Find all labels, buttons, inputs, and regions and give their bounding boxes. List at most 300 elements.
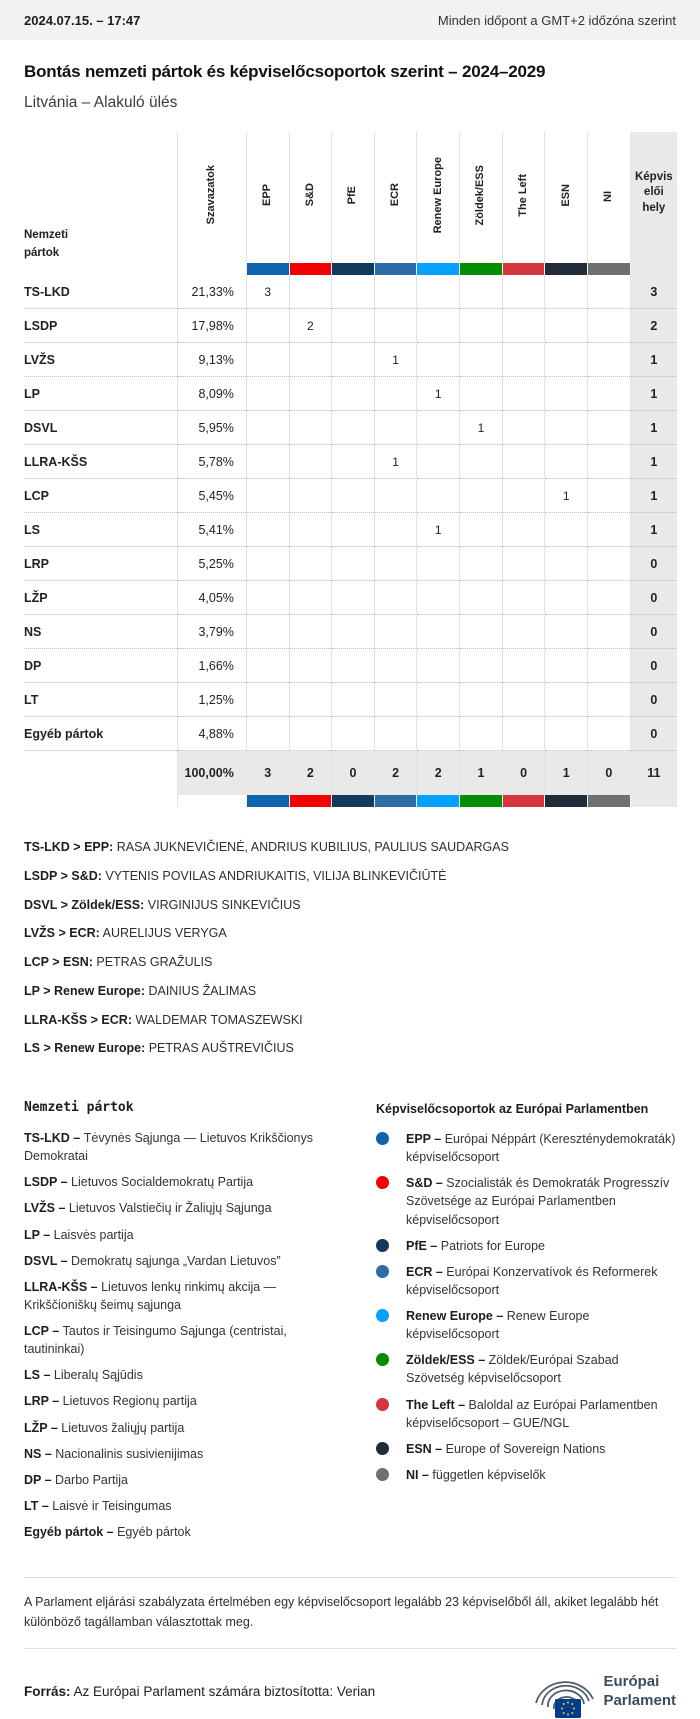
table-row xyxy=(24,683,677,717)
party-cell: LCP xyxy=(24,479,177,513)
seat-count-cell xyxy=(588,615,631,649)
seat-count-cell: 1 xyxy=(374,445,417,479)
mep-assignment-line xyxy=(24,956,676,970)
seat-count-cell xyxy=(588,445,631,479)
party-abbr: LSDP – xyxy=(24,1175,72,1190)
footer xyxy=(24,1663,676,1719)
table-row xyxy=(24,547,677,581)
seat-count-cell xyxy=(289,275,332,309)
party-name: Darbo Partija xyxy=(55,1472,128,1487)
seat-count-cell xyxy=(332,275,375,309)
party-legend-item xyxy=(24,1392,340,1410)
column-header-text: ESN xyxy=(559,183,572,207)
timezone-note: Minden időpont a GMT+2 időzóna szerint xyxy=(437,12,676,28)
group-color-swatch xyxy=(460,263,503,275)
party-legend-heading: Nemzeti pártok xyxy=(24,1100,134,1115)
column-header-text: The Left xyxy=(517,173,530,217)
table-row xyxy=(24,411,677,445)
assignment-names: DAINIUS ŽALIMAS xyxy=(144,983,257,998)
strip-spacer xyxy=(24,263,177,275)
seat-count-cell xyxy=(246,445,289,479)
group-name: Európai Konzervatívok és Reformerek képviselőcsoport xyxy=(406,1264,658,1297)
seat-count-cell xyxy=(417,547,460,581)
seat-count-cell: 1 xyxy=(374,343,417,377)
mep-assignments xyxy=(24,841,676,1056)
group-color-strip-row xyxy=(24,795,677,807)
party-name: Egyéb pártok xyxy=(117,1525,191,1539)
seat-count-cell xyxy=(289,547,332,581)
seat-count-cell xyxy=(246,547,289,581)
party-abbr: LRP – xyxy=(24,1394,63,1409)
strip-spacer xyxy=(177,263,246,275)
seat-count-cell xyxy=(502,717,545,751)
seat-count-cell xyxy=(545,547,588,581)
seat-count-cell xyxy=(460,717,503,751)
group-color-swatch xyxy=(417,263,460,275)
group-legend-item xyxy=(376,1130,676,1166)
party-name: Laisvė ir Teisingumas xyxy=(52,1498,172,1513)
seat-total-cell: 1 xyxy=(630,479,677,513)
party-abbr: LT – xyxy=(24,1498,53,1513)
seat-count-cell: 1 xyxy=(460,411,503,445)
group-color-dot xyxy=(376,1176,389,1189)
group-abbr: The Left – xyxy=(406,1397,469,1412)
seat-count-cell xyxy=(332,479,375,513)
group-name: Europe of Sovereign Nations xyxy=(445,1441,606,1456)
group-name: Patriots for Europe xyxy=(440,1238,545,1253)
seat-count-cell xyxy=(460,309,503,343)
group-color-swatch xyxy=(588,795,631,807)
table-row xyxy=(24,275,677,309)
group-color-dot xyxy=(376,1309,389,1322)
seat-count-cell xyxy=(460,513,503,547)
party-legend-item xyxy=(24,1278,340,1314)
party-legend-item xyxy=(24,1471,340,1489)
party-abbr: Egyéb pártok – xyxy=(24,1525,118,1539)
seat-count-cell xyxy=(289,445,332,479)
table-total-row xyxy=(24,751,677,796)
table-row xyxy=(24,615,677,649)
table-row xyxy=(24,343,677,377)
total-party-cell xyxy=(24,751,177,796)
votes-cell: 4,88% xyxy=(177,717,246,751)
party-abbr: DP – xyxy=(24,1472,56,1487)
seat-count-cell xyxy=(502,547,545,581)
column-header-szavazatok xyxy=(177,132,246,263)
party-cell: LSDP xyxy=(24,309,177,343)
assignment-label: LLRA-KŠS > ECR: xyxy=(24,1012,132,1027)
column-header-pfe xyxy=(332,132,375,263)
seat-count-cell xyxy=(332,683,375,717)
column-header-s-d xyxy=(289,132,332,263)
seat-count-cell xyxy=(332,717,375,751)
logo-line1: Európai xyxy=(603,1672,660,1690)
seat-total-cell: 1 xyxy=(630,445,677,479)
seat-count-cell xyxy=(545,343,588,377)
seat-count-cell xyxy=(246,717,289,751)
seat-count-cell xyxy=(460,581,503,615)
seat-total-cell: 0 xyxy=(630,683,677,717)
source-line xyxy=(24,1684,375,1699)
party-cell: LS xyxy=(24,513,177,547)
seat-count-cell xyxy=(289,479,332,513)
party-name: Liberalų Sąjūdis xyxy=(53,1368,143,1383)
total-seat-count-cell: 3 xyxy=(246,751,289,796)
seat-total-cell: 1 xyxy=(630,513,677,547)
mep-assignment-line xyxy=(24,899,676,913)
seat-count-cell xyxy=(460,275,503,309)
group-color-dot xyxy=(376,1265,389,1278)
seat-count-cell xyxy=(545,615,588,649)
party-abbr: LS – xyxy=(24,1368,54,1383)
seat-count-cell xyxy=(588,343,631,377)
total-seat-count-cell: 2 xyxy=(417,751,460,796)
party-cell: Egyéb pártok xyxy=(24,717,177,751)
assignment-names: WALDEMAR TOMASZEWSKI xyxy=(132,1012,303,1027)
votes-cell: 4,05% xyxy=(177,581,246,615)
group-color-swatch xyxy=(502,263,545,275)
seat-count-cell xyxy=(545,309,588,343)
seat-count-cell xyxy=(417,411,460,445)
party-legend-item xyxy=(24,1226,340,1244)
group-color-swatch xyxy=(289,795,332,807)
group-color-swatch xyxy=(545,795,588,807)
group-color-swatch xyxy=(417,795,460,807)
seats-by-party-and-group-table xyxy=(24,132,677,807)
total-seat-count-cell: 1 xyxy=(545,751,588,796)
seat-count-cell xyxy=(545,683,588,717)
assignment-names: VIRGINIJUS SINKEVIČIUS xyxy=(144,897,301,912)
party-name: Tėvynės Sąjunga — Lietuvos Krikščionys Demokratai xyxy=(24,1131,314,1164)
party-abbr: LCP – xyxy=(24,1324,63,1338)
seat-count-cell xyxy=(246,479,289,513)
seat-total-cell: 0 xyxy=(630,547,677,581)
votes-cell: 5,95% xyxy=(177,411,246,445)
seat-count-cell xyxy=(332,377,375,411)
total-seat-count-cell: 2 xyxy=(374,751,417,796)
seat-count-cell xyxy=(246,649,289,683)
assignment-names: RASA JUKNEVIČIENĖ, ANDRIUS KUBILIUS, PAULIUS SAUDARGAS xyxy=(113,840,509,854)
seat-count-cell: 1 xyxy=(417,377,460,411)
party-name: Lietuvos lenkų rinkimų akcija — Krikščioniškų šeimų sąjunga xyxy=(24,1279,277,1312)
group-legend-heading: Képviselőcsoportok az Európai Parlamentben xyxy=(376,1102,649,1116)
seat-total-cell: 1 xyxy=(630,411,677,445)
party-legend-item xyxy=(24,1523,340,1541)
seat-count-cell xyxy=(502,309,545,343)
group-color-swatch xyxy=(460,795,503,807)
party-name: Lietuvos Regionų partija xyxy=(62,1394,197,1409)
seat-count-cell xyxy=(246,309,289,343)
seat-count-cell xyxy=(545,377,588,411)
votes-cell: 5,78% xyxy=(177,445,246,479)
party-legend-item xyxy=(24,1252,340,1270)
votes-cell: 5,25% xyxy=(177,547,246,581)
table-header-row xyxy=(24,132,677,263)
seat-count-cell xyxy=(332,615,375,649)
group-color-dot xyxy=(376,1468,389,1481)
party-abbr: NS – xyxy=(24,1446,56,1461)
seat-count-cell xyxy=(588,377,631,411)
row-header-text: Nemzeti pártok xyxy=(24,229,69,260)
legends xyxy=(24,1100,676,1549)
seat-count-cell xyxy=(374,547,417,581)
datetime: 2024.07.15. – 17:47 xyxy=(24,12,141,28)
footnote: A Parlament eljárási szabályzata értelmében egy képviselőcsoport legalább 23 képviselőből áll, akiket legalább hét különböző tagállamban választottak meg. xyxy=(24,1595,659,1630)
seat-count-cell xyxy=(332,547,375,581)
party-cell: LT xyxy=(24,683,177,717)
group-color-swatch xyxy=(332,795,375,807)
group-color-swatch xyxy=(246,795,289,807)
group-color-swatch xyxy=(246,263,289,275)
group-legend-item xyxy=(376,1237,676,1255)
seat-count-cell xyxy=(332,343,375,377)
column-header-seats: Képviselői hely xyxy=(630,132,677,263)
table-row xyxy=(24,309,677,343)
seat-count-cell xyxy=(502,275,545,309)
group-color-dot xyxy=(376,1239,389,1252)
seat-count-cell xyxy=(246,513,289,547)
seat-count-cell xyxy=(588,479,631,513)
votes-cell: 21,33% xyxy=(177,275,246,309)
seat-count-cell xyxy=(246,411,289,445)
seat-count-cell xyxy=(417,581,460,615)
seat-count-cell xyxy=(545,411,588,445)
column-header-text: S&D xyxy=(303,183,316,207)
group-legend-item xyxy=(376,1351,676,1387)
seat-count-cell xyxy=(374,377,417,411)
seat-count-cell: 2 xyxy=(289,309,332,343)
votes-cell: 3,79% xyxy=(177,615,246,649)
column-header-the-left xyxy=(502,132,545,263)
seat-count-cell xyxy=(460,343,503,377)
seat-count-cell xyxy=(460,683,503,717)
party-name: Lietuvos Socialdemokratų Partija xyxy=(71,1175,254,1190)
row-header-label xyxy=(24,132,177,263)
seat-count-cell: 3 xyxy=(246,275,289,309)
seat-count-cell xyxy=(502,615,545,649)
party-legend-item xyxy=(24,1322,340,1358)
group-color-dot xyxy=(376,1353,389,1366)
table-row xyxy=(24,479,677,513)
group-name: független képviselők xyxy=(432,1467,546,1482)
party-cell: DP xyxy=(24,649,177,683)
column-header-text: Zöldek/ESS xyxy=(474,164,487,226)
assignment-label: DSVL > Zöldek/ESS: xyxy=(24,897,145,912)
seat-count-cell xyxy=(417,479,460,513)
seat-count-cell xyxy=(502,649,545,683)
seat-count-cell xyxy=(502,581,545,615)
logo-wordmark xyxy=(603,1672,676,1711)
votes-cell: 17,98% xyxy=(177,309,246,343)
seat-count-cell xyxy=(502,479,545,513)
seat-count-cell xyxy=(374,683,417,717)
seat-total-cell: 2 xyxy=(630,309,677,343)
party-abbr: LLRA-KŠS – xyxy=(24,1279,102,1294)
group-color-swatch xyxy=(332,263,375,275)
seat-count-cell xyxy=(289,683,332,717)
votes-cell: 5,45% xyxy=(177,479,246,513)
seat-count-cell xyxy=(545,649,588,683)
seat-count-cell xyxy=(289,717,332,751)
seat-count-cell xyxy=(588,683,631,717)
seat-count-cell xyxy=(545,581,588,615)
status-bar xyxy=(0,0,700,40)
assignment-label: LS > Renew Europe: xyxy=(24,1041,146,1056)
column-header-epp xyxy=(246,132,289,263)
party-legend-items xyxy=(24,1129,340,1541)
party-name: Demokratų sąjunga „Vardan Lietuvos” xyxy=(71,1253,281,1268)
seat-count-cell xyxy=(545,513,588,547)
mep-assignment-line xyxy=(24,927,676,941)
group-color-dot xyxy=(376,1398,389,1411)
strip-spacer xyxy=(630,795,677,807)
table-row xyxy=(24,377,677,411)
total-seat-count-cell: 1 xyxy=(460,751,503,796)
column-header-text: PfE xyxy=(346,185,359,205)
assignment-label: LCP > ESN: xyxy=(24,955,93,969)
votes-cell: 1,66% xyxy=(177,649,246,683)
group-name: Zöldek/Európai Szabad Szövetség képviselőcsoport xyxy=(406,1353,619,1386)
seat-count-cell xyxy=(417,717,460,751)
party-abbr: DSVL – xyxy=(24,1253,72,1268)
seat-count-cell xyxy=(332,513,375,547)
seat-total-cell: 0 xyxy=(630,615,677,649)
seat-count-cell xyxy=(289,343,332,377)
mep-assignment-line xyxy=(24,841,676,855)
column-header-renew-europe xyxy=(417,132,460,263)
party-cell: TS-LKD xyxy=(24,284,70,299)
column-header-text: NI xyxy=(602,190,615,202)
page-title: Bontás nemzeti pártok és képviselőcsoportok szerint – 2024–2029 xyxy=(24,62,546,81)
seat-count-cell xyxy=(289,513,332,547)
party-legend xyxy=(24,1100,340,1549)
seat-count-cell xyxy=(545,275,588,309)
column-header-z-ldek-ess xyxy=(460,132,503,263)
seat-count-cell xyxy=(460,547,503,581)
parliament-hemicycle-icon xyxy=(533,1663,597,1719)
strip-spacer xyxy=(177,795,246,807)
party-cell: DSVL xyxy=(24,411,177,445)
group-legend-item xyxy=(376,1263,676,1299)
party-abbr: LVŽS – xyxy=(24,1201,69,1216)
party-name: Lietuvos Valstiečių ir Žaliųjų Sąjunga xyxy=(68,1201,272,1216)
table-row xyxy=(24,649,677,683)
group-legend-item xyxy=(376,1466,676,1484)
column-header-text: Szavazatok xyxy=(205,165,218,225)
seat-count-cell xyxy=(588,717,631,751)
votes-cell: 8,09% xyxy=(177,377,246,411)
strip-spacer xyxy=(630,263,677,275)
seat-count-cell xyxy=(374,479,417,513)
group-legend-items xyxy=(376,1130,676,1484)
party-legend-item xyxy=(24,1173,340,1191)
seat-count-cell xyxy=(502,683,545,717)
assignment-names: PETRAS AUŠTREVIČIUS xyxy=(145,1041,294,1056)
group-color-strip-row xyxy=(24,263,677,275)
seat-count-cell xyxy=(332,445,375,479)
logo-line2: Parlament xyxy=(603,1692,676,1710)
seat-count-cell xyxy=(502,411,545,445)
group-color-swatch xyxy=(289,263,332,275)
column-header-esn xyxy=(545,132,588,263)
party-legend-item xyxy=(24,1366,340,1384)
mep-assignment-line xyxy=(24,1014,676,1028)
seat-count-cell xyxy=(545,445,588,479)
party-name: Nacionalinis susivienijimas xyxy=(55,1446,204,1461)
votes-cell: 5,41% xyxy=(177,513,246,547)
seat-count-cell xyxy=(374,411,417,445)
group-legend-item xyxy=(376,1440,676,1458)
seat-count-cell xyxy=(460,479,503,513)
group-abbr: NI – xyxy=(406,1467,433,1482)
party-cell: LŽP xyxy=(24,581,177,615)
group-color-swatch xyxy=(545,263,588,275)
column-header-ecr xyxy=(374,132,417,263)
seat-count-cell: 1 xyxy=(417,513,460,547)
group-abbr: ESN – xyxy=(406,1441,446,1456)
table-row xyxy=(24,513,677,547)
group-abbr: Zöldek/ESS – xyxy=(406,1353,489,1368)
group-legend-item xyxy=(376,1307,676,1343)
seat-total-cell: 1 xyxy=(630,377,677,411)
seat-total-cell: 1 xyxy=(630,343,677,377)
total-seats-cell: 11 xyxy=(630,751,677,796)
total-seat-count-cell: 0 xyxy=(502,751,545,796)
group-abbr: PfE – xyxy=(406,1238,441,1253)
seat-count-cell xyxy=(417,343,460,377)
total-seat-count-cell: 0 xyxy=(332,751,375,796)
page-subtitle: Litvánia – Alakuló ülés xyxy=(24,94,178,111)
divider xyxy=(24,1648,676,1649)
source-label: Forrás: xyxy=(24,1683,71,1699)
seat-count-cell xyxy=(374,581,417,615)
party-name: Laisvės partija xyxy=(53,1227,134,1242)
seat-total-cell: 3 xyxy=(630,275,677,309)
seat-count-cell xyxy=(289,615,332,649)
assignment-label: LP > Renew Europe: xyxy=(24,983,145,998)
party-legend-item xyxy=(24,1419,340,1437)
european-parliament-logo xyxy=(533,1663,676,1719)
group-abbr: ECR – xyxy=(406,1264,447,1279)
seat-count-cell xyxy=(417,445,460,479)
group-abbr: S&D – xyxy=(406,1176,447,1191)
seat-count-cell xyxy=(246,377,289,411)
assignment-names: AURELIJUS VERYGA xyxy=(99,926,227,941)
seat-count-cell xyxy=(460,377,503,411)
group-name: Szocialisták és Demokraták Progresszív Szövetsége az Európai Parlamentben képviselőcsoport xyxy=(406,1176,670,1227)
party-name: Lietuvos žaliųjų partija xyxy=(61,1420,185,1435)
party-legend-item xyxy=(24,1497,340,1515)
seat-count-cell xyxy=(588,309,631,343)
seat-count-cell xyxy=(417,649,460,683)
seat-count-cell xyxy=(588,581,631,615)
column-header-text: Renew Europe xyxy=(431,156,444,234)
table-row xyxy=(24,445,677,479)
table-row xyxy=(24,581,677,615)
seat-count-cell xyxy=(417,309,460,343)
group-legend xyxy=(376,1100,676,1549)
votes-cell: 1,25% xyxy=(177,683,246,717)
seat-count-cell xyxy=(502,513,545,547)
divider xyxy=(24,1577,676,1578)
seat-count-cell xyxy=(332,411,375,445)
seat-count-cell xyxy=(374,275,417,309)
group-name: Baloldal az Európai Parlamentben képviselőcsoport – GUE/NGL xyxy=(406,1397,658,1430)
group-abbr: EPP – xyxy=(406,1132,445,1146)
group-color-dot xyxy=(376,1442,389,1455)
seat-count-cell xyxy=(588,547,631,581)
seat-count-cell xyxy=(374,615,417,649)
